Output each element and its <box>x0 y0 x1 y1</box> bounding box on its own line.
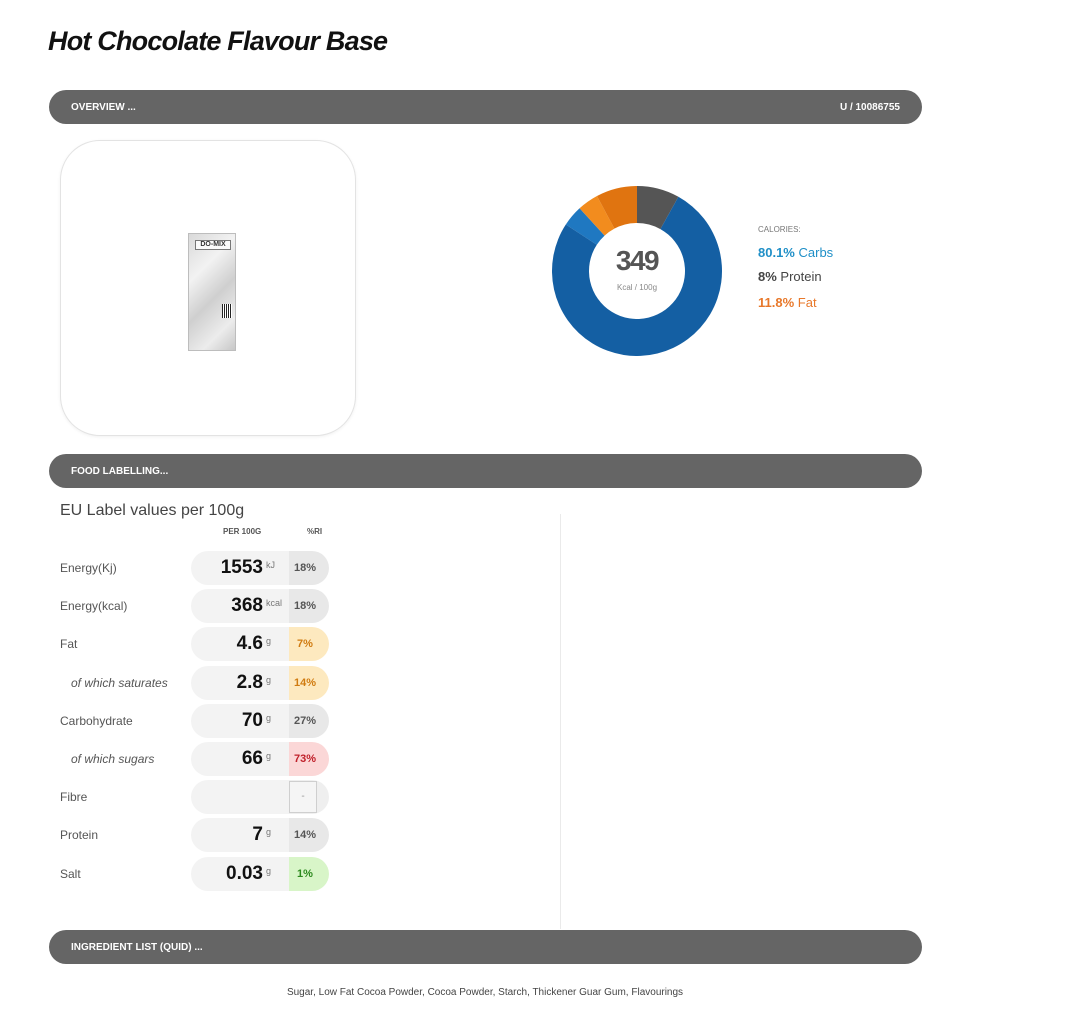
nutrient-value: 2.8 <box>236 671 263 693</box>
nutrient-label: of which sugars <box>71 752 155 766</box>
per-100g-column-header: PER 100G <box>223 527 262 536</box>
nutrient-value: 1553 <box>220 557 263 578</box>
ri-percent-badge: 27% <box>289 704 329 738</box>
nutrient-label: Carbohydrate <box>60 713 133 728</box>
ri-empty-value: - <box>289 781 317 813</box>
protein-name: Protein <box>780 269 822 284</box>
ri-percent-badge: 14% <box>289 818 329 852</box>
nutrition-row <box>60 780 330 814</box>
ri-percent-badge: 7% <box>289 627 329 661</box>
food-labelling-bar-label: FOOD LABELLING... <box>71 465 169 477</box>
ri-percent-badge: 1% <box>289 857 329 891</box>
overview-bar-label: OVERVIEW ... <box>71 101 136 113</box>
ri-column-header: %RI <box>307 527 323 536</box>
page-title: Hot Chocolate Flavour Base <box>48 26 388 56</box>
ingredients-text: Sugar, Low Fat Cocoa Powder, Cocoa Powder, Starch, Thickener Guar Gum, Flavourings <box>286 987 684 998</box>
carbs-breakdown <box>758 245 833 260</box>
nutrient-value-pill <box>191 551 290 585</box>
nutrition-row <box>60 666 330 700</box>
nutrient-value-pill <box>191 589 290 623</box>
product-image-card <box>60 140 356 436</box>
nutrient-value-pill <box>191 666 290 700</box>
ri-percent-badge <box>289 780 329 814</box>
ri-percent-badge: 14% <box>289 666 329 700</box>
nutrient-value-pill <box>191 627 290 661</box>
carbs-pct: 80.1% <box>758 245 795 260</box>
nutrition-row <box>60 742 330 776</box>
protein-breakdown <box>758 269 822 284</box>
eu-label-title: EU Label values per 100g <box>60 502 245 519</box>
carbs-name: Carbs <box>798 245 834 260</box>
nutrition-row <box>60 589 330 623</box>
ingredient-list-section-bar[interactable] <box>49 930 922 964</box>
nutrition-row <box>60 627 330 661</box>
ri-percent-badge: 73% <box>289 742 329 776</box>
nutrient-label: Energy(Kj) <box>60 561 117 575</box>
nutrition-row <box>60 857 330 891</box>
calorie-value: 349 <box>615 245 659 276</box>
ingredient-bar-label: INGREDIENT LIST (QUID) ... <box>71 941 203 953</box>
nutrient-value-pill <box>191 818 290 852</box>
nutrient-unit: g <box>266 674 272 685</box>
nutrient-unit: g <box>266 865 272 876</box>
barcode-icon <box>222 304 232 318</box>
nutrition-row <box>60 551 330 585</box>
nutrient-value: 368 <box>231 595 263 617</box>
protein-pct: 8% <box>758 269 777 284</box>
nutrition-row <box>60 818 330 852</box>
ri-percent-badge: 18% <box>289 551 329 585</box>
pack-brand-label: DO-MIX <box>195 240 231 250</box>
nutrient-value-pill <box>191 742 290 776</box>
section-divider <box>560 514 561 929</box>
nutrient-label: Fat <box>60 637 78 652</box>
product-image <box>188 233 236 351</box>
ri-percent-badge: 18% <box>289 589 329 623</box>
fat-breakdown <box>758 295 817 310</box>
nutrient-value: 4.6 <box>236 633 263 655</box>
nutrient-value-pill <box>191 704 290 738</box>
overview-section-bar[interactable] <box>49 90 922 124</box>
nutrient-label: Protein <box>60 828 99 843</box>
nutrient-label: Fibre <box>60 790 88 805</box>
nutrient-unit: kJ <box>266 560 275 570</box>
nutrient-unit: g <box>266 751 272 761</box>
nutrition-row <box>60 704 330 738</box>
nutrient-value: 66 <box>241 748 263 769</box>
nutrient-unit: g <box>266 827 272 838</box>
nutrient-value-pill <box>191 857 290 891</box>
nutrient-label: of which saturates <box>71 675 168 690</box>
fat-pct: 11.8% <box>758 295 795 310</box>
calories-heading: CALORIES: <box>758 225 801 234</box>
calorie-unit: Kcal / 100g <box>616 283 658 292</box>
nutrient-unit: kcal <box>266 598 283 609</box>
nutrient-value: 7 <box>252 824 263 846</box>
nutrient-value: 0.03 <box>226 862 263 884</box>
nutrient-unit: g <box>266 636 272 647</box>
nutrient-value: 70 <box>241 709 263 731</box>
food-labelling-section-bar[interactable] <box>49 454 922 488</box>
nutrient-label: Salt <box>60 866 81 881</box>
nutrient-value-pill <box>191 780 290 814</box>
nutrient-unit: g <box>266 712 272 723</box>
fat-name: Fat <box>797 295 817 310</box>
product-code: U / 10086755 <box>839 101 900 113</box>
nutrient-label: Energy(kcal) <box>60 599 128 614</box>
